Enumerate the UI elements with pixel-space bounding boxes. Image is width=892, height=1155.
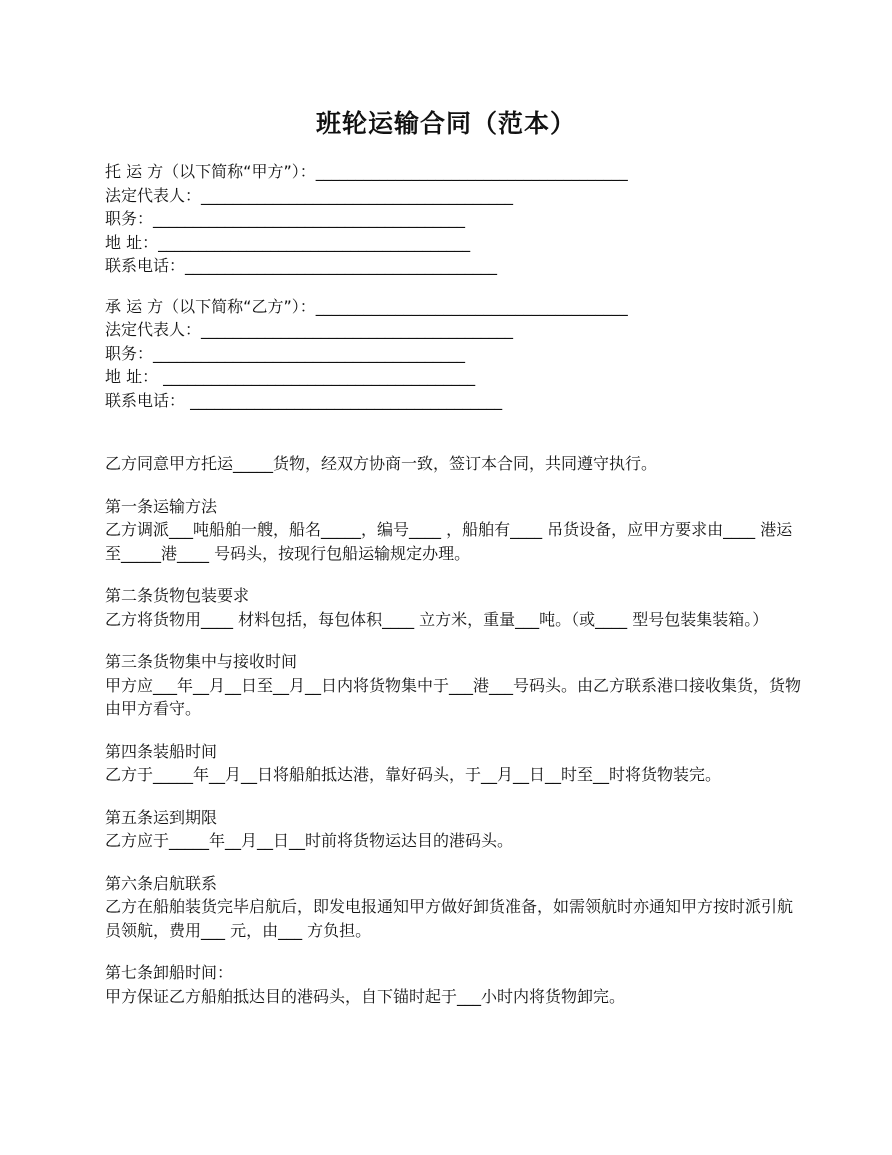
article-3 <box>105 650 805 721</box>
document-title: 班轮运输合同（范本） <box>315 109 576 138</box>
article-heading: 第三条货物集中与接收时间 <box>105 652 298 671</box>
party-a-representative-line: 法定代表人：_______________________________________ <box>105 185 514 205</box>
article-5 <box>105 806 805 853</box>
article-heading: 第一条运输方法 <box>105 496 218 516</box>
article-body: 乙方将货物用____ 材料包括，每包体积____ 立方米，重量___吨。（或____ 型号包装集装箱。） <box>105 609 769 629</box>
party-b-representative-line: 法定代表人：_______________________________________ <box>105 320 514 339</box>
article-2 <box>105 584 805 631</box>
article-6 <box>105 872 805 943</box>
spacer <box>105 278 805 295</box>
article-heading: 第二条货物包装要求 <box>105 586 250 605</box>
party-a-name-line: 托 运 方（以下简称“甲方”）：_______________________________________ <box>105 162 628 181</box>
spacer <box>105 565 805 584</box>
party-b-name-line: 承 运 方（以下简称“乙方”）：_______________________________________ <box>105 296 628 316</box>
spacer <box>105 787 805 806</box>
party-a-position-line: 职务：_______________________________________ <box>105 209 466 228</box>
spacer <box>105 942 805 961</box>
article-heading: 第四条装船时间 <box>105 741 218 761</box>
spacer <box>105 853 805 872</box>
party-a-phone-line: 联系电话：_______________________________________ <box>105 256 498 275</box>
article-4 <box>105 740 805 787</box>
intro-paragraph: 乙方同意甲方托运_____货物，经双方协商一致，签订本合同，共同遵守执行。 <box>105 454 658 473</box>
document-body <box>105 160 805 1008</box>
party-a-block <box>105 160 805 278</box>
article-heading: 第五条运到期限 <box>105 807 218 827</box>
article-heading: 第七条卸船时间： <box>105 963 234 982</box>
article-body: 乙方调派___吨船舶一艘，船名_____，编号____ ，船舶有____ 吊货设备，应甲方要求由____ 港运至_____港____ 号码头，按现行包船运输规定办理。 <box>105 520 793 563</box>
party-b-phone-line: 联系电话： _______________________________________ <box>105 390 503 410</box>
article-body: 甲方保证乙方船舶抵达目的港码头，自下锚时起于___小时内将货物卸完。 <box>105 986 626 1006</box>
spacer <box>105 412 805 452</box>
article-body: 甲方应___年__月__日至__月__日内将货物集中于___港___号码头。由乙方联系港口接收集货，货物由甲方看守。 <box>105 675 802 718</box>
party-b-address-line: 地 址： _______________________________________ <box>105 367 476 386</box>
spacer <box>105 721 805 740</box>
party-a-address-line: 地 址：_______________________________________ <box>105 232 471 252</box>
article-body: 乙方在船舶装货完毕启航后，即发电报通知甲方做好卸货准备，如需领航时亦通知甲方按时派引航员领航，费用___ 元，由___ 方负担。 <box>105 897 794 940</box>
party-b-block <box>105 295 805 413</box>
spacer <box>105 476 805 495</box>
article-heading: 第六条启航联系 <box>105 873 218 893</box>
spacer <box>105 631 805 650</box>
article-1 <box>105 495 805 566</box>
party-b-position-line: 职务：_______________________________________ <box>105 343 466 363</box>
article-body: 乙方应于_____年__月__日__时前将货物运达目的港码头。 <box>105 831 514 850</box>
article-body: 乙方于_____年__月__日将船舶抵达港，靠好码头，于__月__日__时至__时将货物装完。 <box>105 765 722 784</box>
article-7 <box>105 961 805 1008</box>
